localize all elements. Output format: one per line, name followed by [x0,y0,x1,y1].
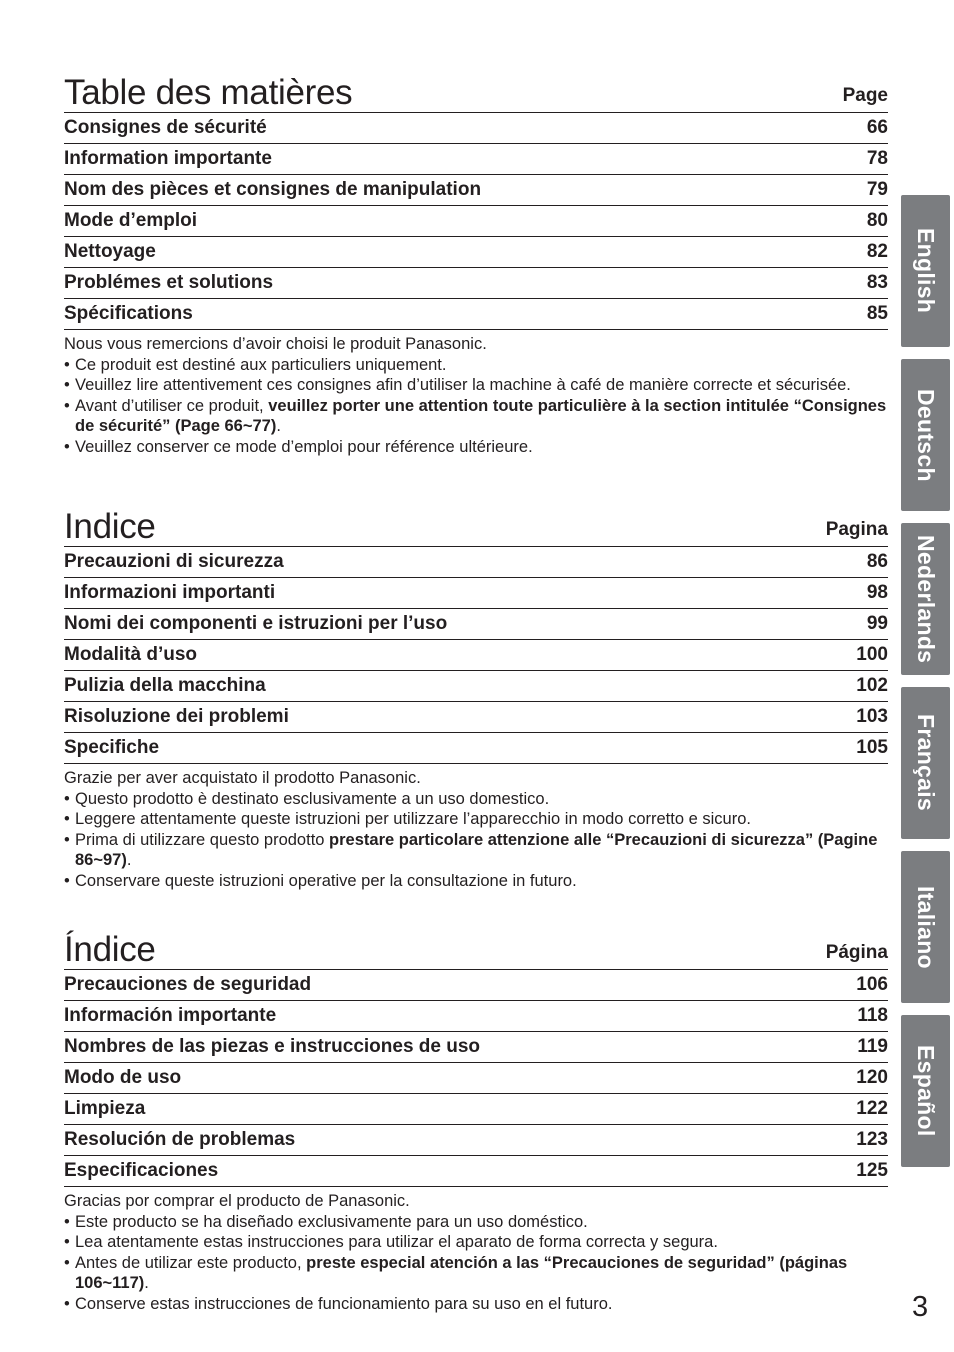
toc-entry-label: Precauciones de seguridad [64,974,312,995]
bullet-text: Lea atentamente estas instrucciones para utilizar el aparato de forma correcta y segura. [75,1233,718,1252]
toc-entry-page: 102 [856,675,888,696]
bullet-dot: • [64,437,70,456]
toc-entry-label: Nettoyage [64,241,156,262]
toc-entry-label: Limpieza [64,1098,146,1119]
tab-label: Nederlands [913,534,939,664]
toc-entry-page: 106 [856,974,888,995]
tab-deutsch[interactable] [901,359,950,511]
toc-entry-label: Nomi dei componenti e istruzioni per l’uso [64,613,448,634]
toc-entry-page: 82 [866,241,888,262]
bullet-text: Ce produit est destiné aux particuliers uniquement. [75,355,447,374]
toc-section-spanish [64,929,888,1315]
toc-row[interactable] [64,970,888,1001]
bullet-item [64,1253,888,1294]
bullet-text-end: . [144,1274,149,1293]
toc-entry-page: 120 [856,1067,888,1088]
bullet-item [64,1232,888,1253]
toc-entry-page: 86 [866,551,888,572]
toc-row[interactable] [64,640,888,671]
toc-row[interactable] [64,237,888,268]
bullet-item [64,830,888,871]
bullet-text: Antes de utilizar este producto, [75,1253,307,1272]
toc-entry-label: Resolución de problemas [64,1129,296,1150]
toc-list [64,113,888,330]
bullet-item [64,809,888,830]
page-number: 3 [912,1291,929,1323]
intro-line: Nous vous remercions d’avoir choisi le produit Panasonic. [64,335,487,353]
toc-entry-label: Nom des pièces et consignes de manipulation [64,179,482,200]
bullet-dot: • [64,1212,70,1231]
toc-entry-page: 123 [856,1129,888,1150]
bullet-text: Conserve estas instrucciones de funcionamiento para su uso en el futuro. [75,1294,613,1313]
toc-row[interactable] [64,299,888,330]
intro-line: Gracias por comprar el producto de Panasonic. [64,1192,410,1210]
section-header [64,506,888,547]
toc-entry-label: Modo de uso [64,1067,182,1088]
intro-text [64,768,888,892]
bullet-item [64,1294,888,1315]
bullet-dot: • [64,789,70,808]
bullet-emphasis: prestare particolare attenzione alle “Precauzioni di sicurezza” (Pagine 86~97) [75,830,878,870]
bullet-text-end: . [126,851,132,870]
toc-row[interactable] [64,609,888,640]
toc-entry-label: Especificaciones [64,1160,219,1181]
toc-entry-label: Información importante [64,1005,277,1026]
tab-label: Italiano [913,885,939,969]
bullet-dot: • [64,810,70,829]
tab-label: Deutsch [913,388,939,482]
bullet-emphasis: veuillez porter une attention toute particulière à la section intitulée “Consignes de sécurité” (Page 66~77) [75,396,887,436]
page-column-label: Pagina [825,519,888,540]
toc-list [64,547,888,764]
toc-list [64,970,888,1187]
toc-row[interactable] [64,702,888,733]
section-title: Indice [64,507,156,546]
bullet-text: Veuillez conserver ce mode d’emploi pour référence ultérieure. [75,437,533,456]
section-title: Índice [64,930,156,969]
toc-row[interactable] [64,1063,888,1094]
toc-entry-label: Modalità d’uso [64,644,197,665]
toc-row[interactable] [64,1001,888,1032]
bullet-text: Questo prodotto è destinato esclusivamente a un uso domestico. [75,789,550,808]
toc-entry-page: 78 [866,148,888,169]
tab-label: Español [913,1045,939,1137]
toc-entry-page: 83 [866,272,888,293]
bullet-dot: • [64,871,70,890]
page-column-label: Page [842,85,888,106]
toc-entry-label: Precauzioni di sicurezza [64,551,284,572]
bullet-dot: • [64,376,70,395]
toc-entry-label: Specifiche [64,737,160,758]
bullet-text: Leggere attentamente queste istruzioni per utilizzare l’apparecchio in modo corretto e sicuro. [75,810,751,829]
bullet-dot: • [64,830,70,849]
bullet-text: Veuillez lire attentivement ces consignes afin d’utiliser la machine à café de manière correcte et sécurisée. [75,376,851,395]
tab-english[interactable] [901,195,950,347]
toc-entry-label: Pulizia della macchina [64,675,266,696]
bullet-dot: • [64,1253,70,1272]
tab-espanol[interactable] [901,1015,950,1167]
toc-entry-page: 118 [857,1005,888,1026]
toc-entry-page: 99 [866,613,888,634]
toc-entry-label: Consignes de sécurité [64,117,267,138]
section-header [64,929,888,970]
page-column-label: Página [825,942,888,963]
bullet-dot: • [64,1294,70,1313]
tab-nederlands[interactable] [901,523,950,675]
toc-entry-page: 119 [857,1036,888,1057]
toc-row[interactable] [64,175,888,206]
toc-entry-page: 79 [866,179,888,200]
toc-entry-page: 103 [856,706,888,727]
toc-entry-label: Risoluzione dei problemi [64,706,289,727]
bullet-text: Prima di utilizzare questo prodotto [75,830,330,849]
toc-row[interactable] [64,733,888,764]
toc-row[interactable] [64,144,888,175]
tab-italiano[interactable] [901,851,950,1003]
bullet-dot: • [64,1233,70,1252]
toc-row[interactable] [64,1125,888,1156]
bullet-item [64,437,888,458]
toc-entry-page: 105 [856,737,888,758]
bullet-text-end: . [276,417,281,436]
toc-entry-page: 122 [856,1098,888,1119]
bullet-dot: • [64,355,70,374]
section-title: Table des matières [64,73,353,112]
bullet-text: Este producto se ha diseñado exclusivamente para un uso doméstico. [75,1212,588,1231]
tab-francais[interactable] [901,687,950,839]
toc-row[interactable] [64,1094,888,1125]
toc-entry-label: Nombres de las piezas e instrucciones de uso [64,1036,481,1057]
toc-row[interactable] [64,206,888,237]
intro-text [64,1191,888,1315]
bullet-item [64,355,888,376]
toc-entry-label: Problémes et solutions [64,272,274,293]
tab-label: English [913,228,939,314]
toc-entry-label: Spécifications [64,303,193,324]
bullet-item [64,1212,888,1233]
toc-entry-page: 85 [866,303,888,324]
bullet-item [64,789,888,810]
bullet-text: Conservare queste istruzioni operative per la consultazione in futuro. [75,871,577,890]
toc-entry-page: 66 [866,117,888,138]
bullet-item [64,871,888,892]
tab-label: Français [913,714,939,812]
toc-row[interactable] [64,268,888,299]
section-header [64,72,888,113]
toc-entry-page: 80 [866,210,888,231]
toc-entry-page: 125 [856,1160,888,1181]
toc-entry-label: Mode d’emploi [64,210,197,231]
toc-entry-page: 100 [856,644,888,665]
intro-text [64,334,888,458]
toc-row[interactable] [64,578,888,609]
bullet-item [64,375,888,396]
bullet-text: Avant d’utiliser ce produit, [75,396,269,415]
toc-entry-page: 98 [866,582,888,603]
bullet-dot: • [64,396,70,415]
toc-entry-label: Informazioni importanti [64,582,276,603]
toc-row[interactable] [64,1032,888,1063]
toc-row[interactable] [64,1156,888,1187]
toc-row[interactable] [64,113,888,144]
bullet-emphasis: preste especial atención a las “Precauciones de seguridad” (páginas 106~117) [75,1253,848,1293]
toc-row[interactable] [64,671,888,702]
toc-entry-label: Information importante [64,148,272,169]
toc-section-french [64,72,888,458]
intro-line: Grazie per aver acquistato il prodotto Panasonic. [64,769,421,787]
toc-section-italian [64,506,888,892]
toc-row[interactable] [64,547,888,578]
bullet-item [64,396,888,437]
